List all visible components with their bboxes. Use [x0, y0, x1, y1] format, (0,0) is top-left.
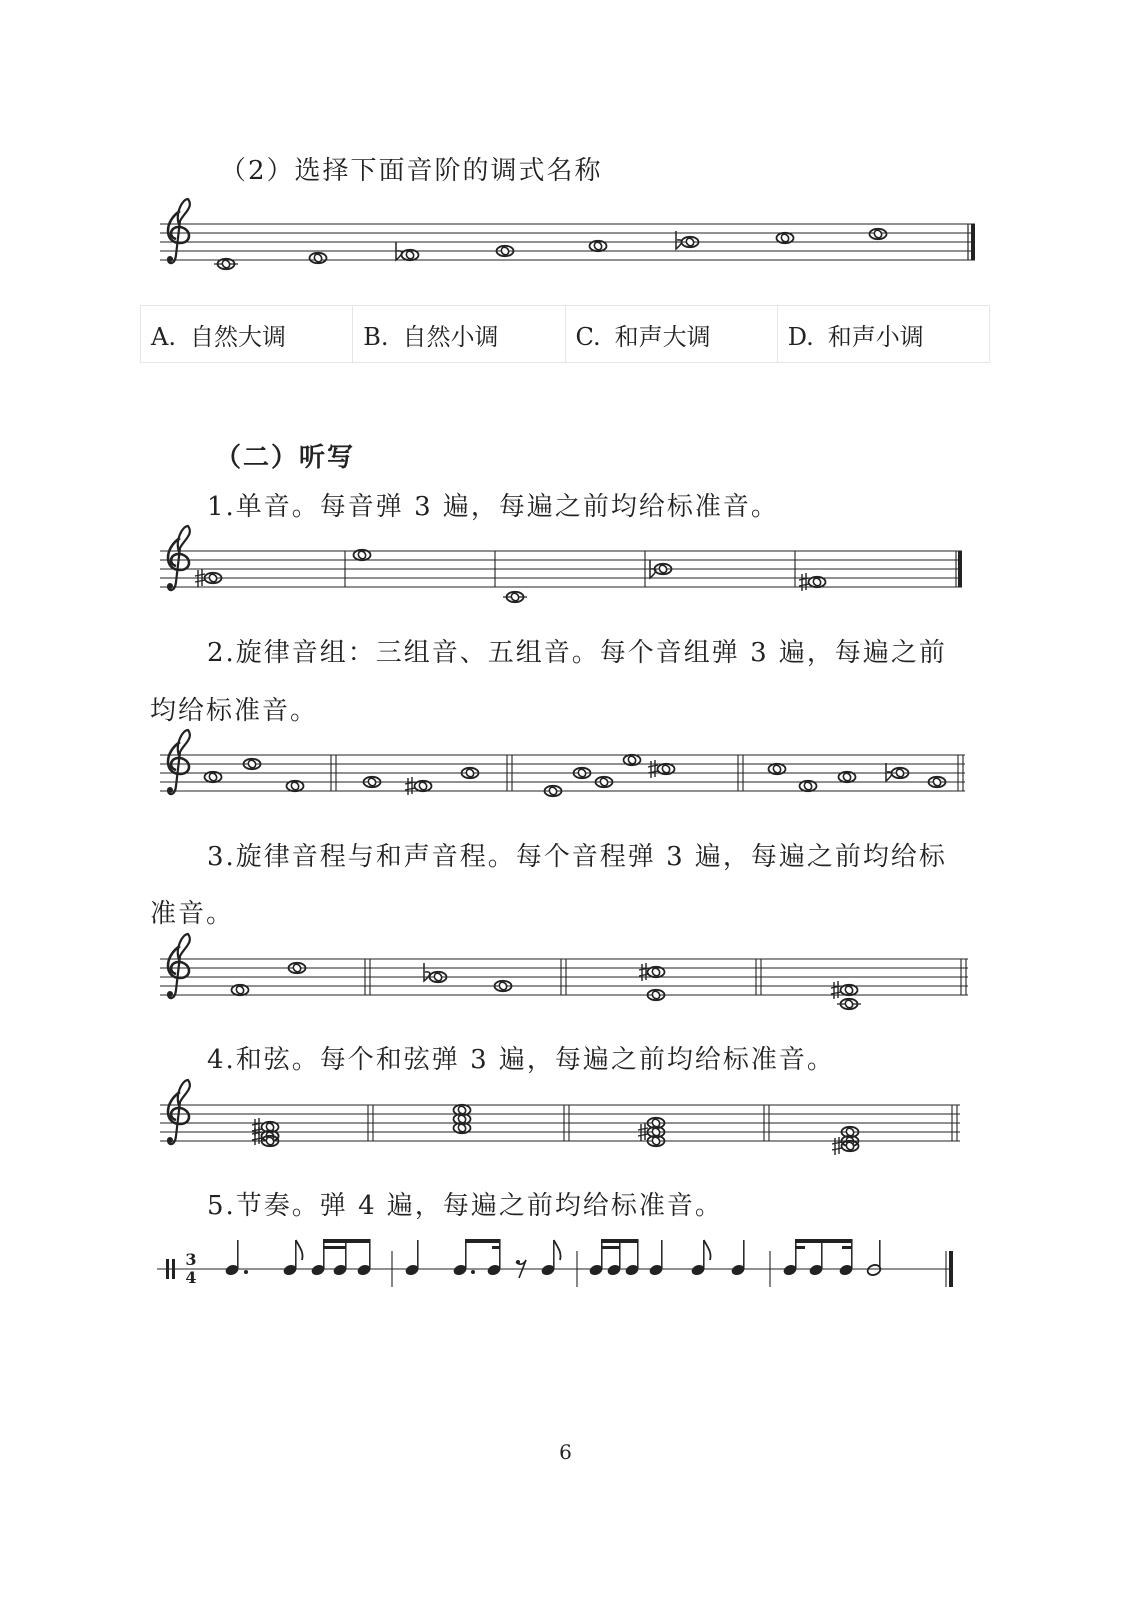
item-2-text-line1: 2.旋律音组：三组音、五组音。每个音组弹 3 遍，每遍之前	[207, 638, 947, 668]
treble-clef-icon	[167, 526, 190, 590]
treble-clef-icon	[167, 1080, 190, 1144]
intervals-staff	[160, 934, 968, 1009]
time-signature-bottom: 4	[185, 1268, 197, 1287]
item-3-text-line1: 3.旋律音程与和声音程。每个音程弹 3 遍，每遍之前均给标	[207, 842, 947, 872]
melodic-groups-staff	[160, 730, 965, 796]
question-2-heading: （2）选择下面音阶的调式名称	[220, 156, 603, 186]
item-4-text: 4.和弦。每个和弦弹 3 遍，每遍之前均给标准音。	[207, 1045, 835, 1075]
time-signature-top: 3	[185, 1250, 197, 1269]
option-d[interactable]: D. 和声小调	[777, 306, 989, 363]
item-3-text-line2: 准音。	[150, 899, 235, 929]
item-5-text: 5.节奏。弹 4 遍，每遍之前均给标准音。	[207, 1191, 723, 1221]
rhythm-staff	[157, 1239, 952, 1287]
treble-clef-icon	[167, 934, 190, 998]
item-1-text: 1.单音。每音弹 3 遍，每遍之前均给标准音。	[207, 492, 779, 522]
scale-staff	[160, 199, 975, 269]
section-heading: （二）听写	[215, 443, 356, 473]
option-c[interactable]: C. 和声大调	[565, 306, 777, 363]
item-2-text-line2: 均给标准音。	[150, 696, 319, 726]
chords-staff	[160, 1080, 960, 1155]
treble-clef-icon	[167, 199, 190, 263]
option-b[interactable]: B. 自然小调	[353, 306, 565, 363]
page-number: 6	[559, 1440, 572, 1464]
treble-clef-icon	[167, 730, 190, 794]
option-a[interactable]: A. 自然大调	[141, 306, 353, 363]
single-notes-staff	[160, 526, 962, 602]
